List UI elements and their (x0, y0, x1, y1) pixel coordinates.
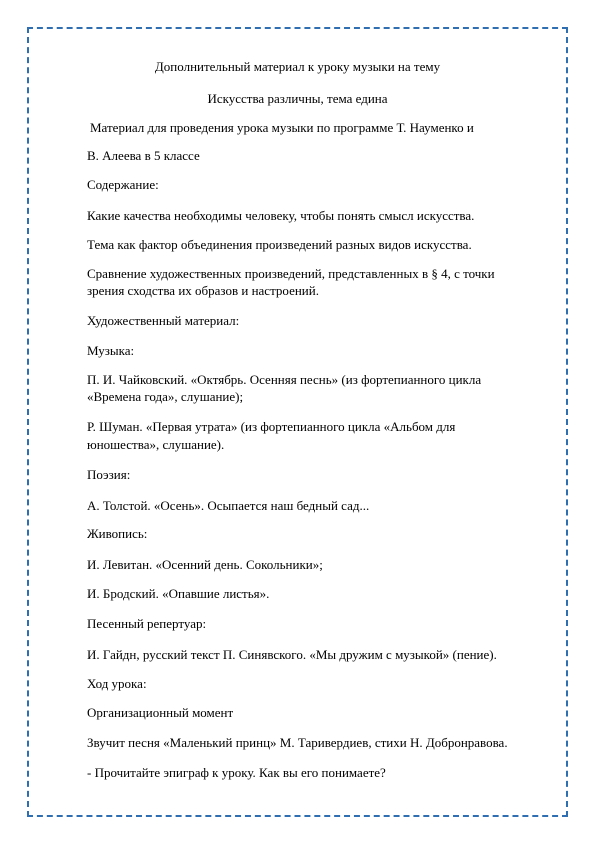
music-item-1-line-1: П. И. Чайковский. «Октябрь. Осенняя песнь» (из фортепианного цикла (87, 372, 482, 387)
music-item-2-line-2: юношества», слушание). (87, 437, 225, 452)
paragraph-compare-line-1: Сравнение художественных произведений, представленных в § 4, с точки (87, 266, 495, 281)
epigraph-question: - Прочитайте эпиграф к уроку. Как вы его понимаете? (87, 765, 386, 780)
paragraph-theme: Тема как фактор объединения произведений разных видов искусства. (87, 237, 472, 252)
song-item-1: И. Гайдн, русский текст П. Синявского. «Мы дружим с музыкой» (пение). (87, 647, 497, 662)
music-item-1-line-2: «Времена года», слушание); (87, 389, 244, 404)
paragraph-compare-line-2: зрения сходства их образов и настроений. (87, 283, 319, 298)
title-line-2: Искусства различны, тема едина (207, 91, 388, 106)
program-line-1: Материал для проведения урока музыки по программе Т. Науменко и (90, 120, 474, 135)
poetry-heading: Поэзия: (87, 467, 131, 482)
lesson-heading: Ход урока: (87, 676, 147, 691)
music-item-2-line-1: Р. Шуман. «Первая утрата» (из фортепианного цикла «Альбом для (87, 419, 456, 434)
program-line-2: В. Алеева в 5 классе (87, 148, 200, 163)
paragraph-question: Какие качества необходимы человеку, чтобы понять смысл искусства. (87, 208, 475, 223)
song-heading: Песенный репертуар: (87, 616, 207, 631)
painting-heading: Живопись: (87, 526, 148, 541)
song-plays-line: Звучит песня «Маленький принц» М. Таривердиев, стихи Н. Добронравова. (87, 735, 508, 750)
poetry-item-1: А. Толстой. «Осень». Осыпается наш бедный сад... (87, 498, 370, 513)
music-heading: Музыка: (87, 343, 135, 358)
contents-heading: Содержание: (87, 177, 159, 192)
organizational-moment: Организационный момент (87, 705, 234, 720)
painting-item-2: И. Бродский. «Опавшие листья». (87, 586, 270, 601)
painting-item-1: И. Левитан. «Осенний день. Сокольники»; (87, 557, 323, 572)
art-material-heading: Художественный материал: (87, 313, 240, 328)
title-line-1: Дополнительный материал к уроку музыки на тему (154, 59, 441, 74)
